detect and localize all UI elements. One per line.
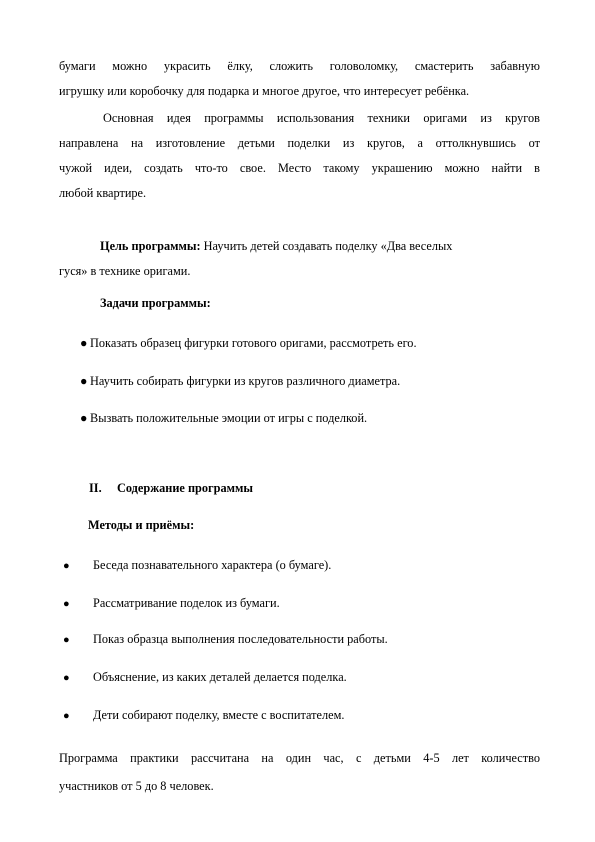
method-item-text: Показ образца выполнения последовательности работы. (93, 632, 388, 646)
bullet-icon: ● (63, 672, 70, 684)
intro-line-2: игрушку или коробочку для подарка и многое другое, что интересует ребёнка. (59, 84, 470, 98)
idea-line-3: чужой идеи, создать что-то свое. Место такому украшению можно найти в (59, 161, 540, 175)
section-heading (89, 481, 253, 495)
intro-paragraph (59, 54, 540, 104)
bullet-icon: ● (63, 598, 70, 610)
method-item-4 (63, 670, 347, 685)
method-item-3 (63, 632, 388, 647)
idea-line-4: любой квартире. (59, 186, 147, 200)
method-item-1 (63, 558, 331, 573)
task-item-text: Показать образец фигурки готового оригами, рассмотреть его. (90, 336, 417, 350)
task-item-text: Научить собирать фигурки из кругов различного диаметра. (90, 374, 401, 388)
method-item-text: Дети собирают поделку, вместе с воспитателем. (93, 708, 345, 722)
section-number: II. (89, 481, 102, 495)
method-item-5 (63, 708, 344, 723)
goal-label: Цель программы: (100, 239, 201, 253)
idea-line-1: Основная идея программы использования техники оригами из кругов (103, 111, 540, 125)
method-item-2 (63, 596, 280, 611)
bullet-icon: ● (80, 411, 88, 425)
bullet-icon: ● (80, 374, 88, 388)
task-item-1 (80, 336, 417, 350)
goal-paragraph (59, 234, 540, 284)
intro-line-1: бумаги можно украсить ёлку, сложить головоломку, смастерить забавную (59, 59, 540, 73)
bullet-icon: ● (63, 710, 70, 722)
task-item-3 (80, 411, 367, 425)
idea-line-2: направлена на изготовление детьми поделки из кругов, а оттолкнувшись от (59, 136, 540, 150)
method-item-text: Беседа познавательного характера (о бумаге). (93, 558, 332, 572)
final-line-1: Программа практики рассчитана на один час, с детьми 4-5 лет количество (59, 751, 540, 765)
bullet-icon: ● (80, 336, 88, 350)
bullet-icon: ● (63, 560, 70, 572)
method-item-text: Рассматривание поделок из бумаги. (93, 596, 280, 610)
section-title: Содержание программы (117, 481, 253, 495)
goal-text-1: Научить детей создавать поделку «Два веселых (200, 239, 453, 253)
goal-line-1 (59, 234, 540, 259)
bullet-icon: ● (63, 634, 70, 646)
methods-title: Методы и приёмы: (88, 518, 195, 532)
method-item-text: Объяснение, из каких деталей делается поделка. (93, 670, 347, 684)
final-line-2: участников от 5 до 8 человек. (59, 779, 214, 793)
tasks-title: Задачи программы: (100, 296, 211, 310)
idea-paragraph (59, 106, 540, 206)
task-item-text: Вызвать положительные эмоции от игры с поделкой. (90, 411, 368, 425)
task-item-2 (80, 374, 400, 388)
goal-text-2: гуся» в технике оригами. (59, 264, 191, 278)
final-paragraph (59, 744, 540, 800)
